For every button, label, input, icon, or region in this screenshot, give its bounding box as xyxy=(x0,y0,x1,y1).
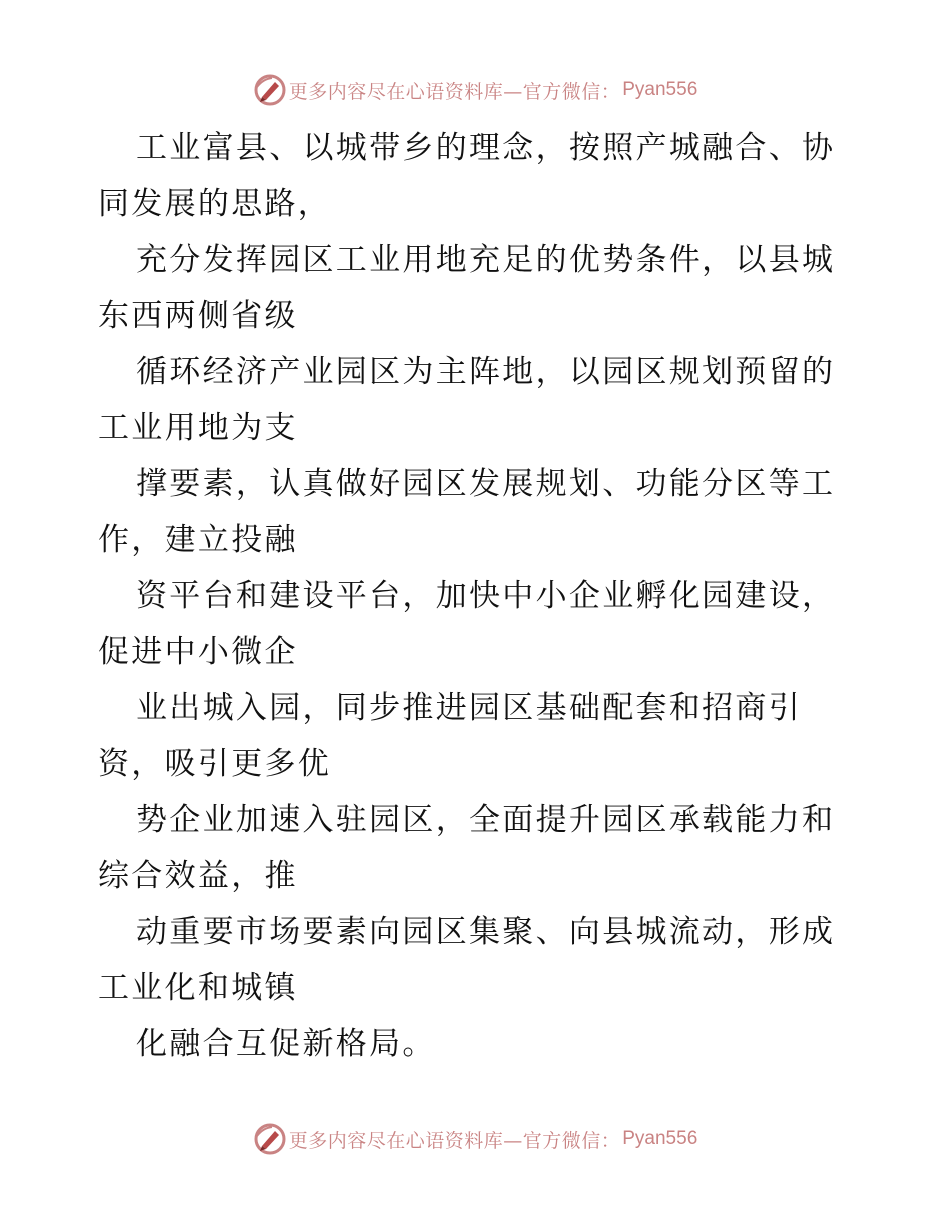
paragraph-line: 综合效益，推 xyxy=(98,858,298,894)
paragraph-line: 势企业加速入驻园区，全面提升园区承载能力和 xyxy=(136,802,836,838)
paragraph xyxy=(98,456,858,568)
paragraph xyxy=(98,232,858,344)
paragraph-line: 同发展的思路， xyxy=(98,186,332,222)
paragraph xyxy=(98,680,858,792)
header-banner xyxy=(0,70,950,110)
header-wechat-id: Pyan556 xyxy=(622,79,698,100)
paragraph xyxy=(98,344,858,456)
footer-banner xyxy=(0,1119,950,1159)
document-body xyxy=(98,120,858,1072)
paragraph-line: 资，吸引更多优 xyxy=(98,746,332,782)
paragraph-line: 工业化和城镇 xyxy=(98,970,298,1006)
paragraph xyxy=(98,904,858,1016)
paragraph-line: 促进中小微企 xyxy=(98,634,298,670)
header-text: 更多内容尽在心语资料库—官方微信： xyxy=(288,80,621,103)
footer-wechat-id: Pyan556 xyxy=(622,1128,698,1149)
paragraph-line: 动重要市场要素向园区集聚、向县城流动，形成 xyxy=(136,914,836,950)
paragraph-line: 东西两侧省级 xyxy=(98,298,298,334)
paragraph-line: 业出城入园，同步推进园区基础配套和招商引 xyxy=(136,690,802,726)
paragraph-line: 作，建立投融 xyxy=(98,522,298,558)
paragraph-line: 工业富县、以城带乡的理念，按照产城融合、协 xyxy=(136,130,836,166)
paragraph-line: 循环经济产业园区为主阵地，以园区规划预留的 xyxy=(136,354,836,390)
paragraph-line: 资平台和建设平台，加快中小企业孵化园建设， xyxy=(136,578,836,614)
paragraph-line: 工业用地为支 xyxy=(98,410,298,446)
paragraph xyxy=(98,120,858,232)
pen-logo-icon xyxy=(253,73,287,107)
paragraph xyxy=(98,792,858,904)
pen-logo-icon xyxy=(253,1122,287,1156)
paragraph xyxy=(98,1016,858,1072)
footer-text: 更多内容尽在心语资料库—官方微信： xyxy=(288,1129,621,1152)
paragraph xyxy=(98,568,858,680)
paragraph-line: 化融合互促新格局。 xyxy=(136,1026,436,1062)
paragraph-line: 充分发挥园区工业用地充足的优势条件，以县城 xyxy=(136,242,836,278)
paragraph-line: 撑要素，认真做好园区发展规划、功能分区等工 xyxy=(136,466,836,502)
